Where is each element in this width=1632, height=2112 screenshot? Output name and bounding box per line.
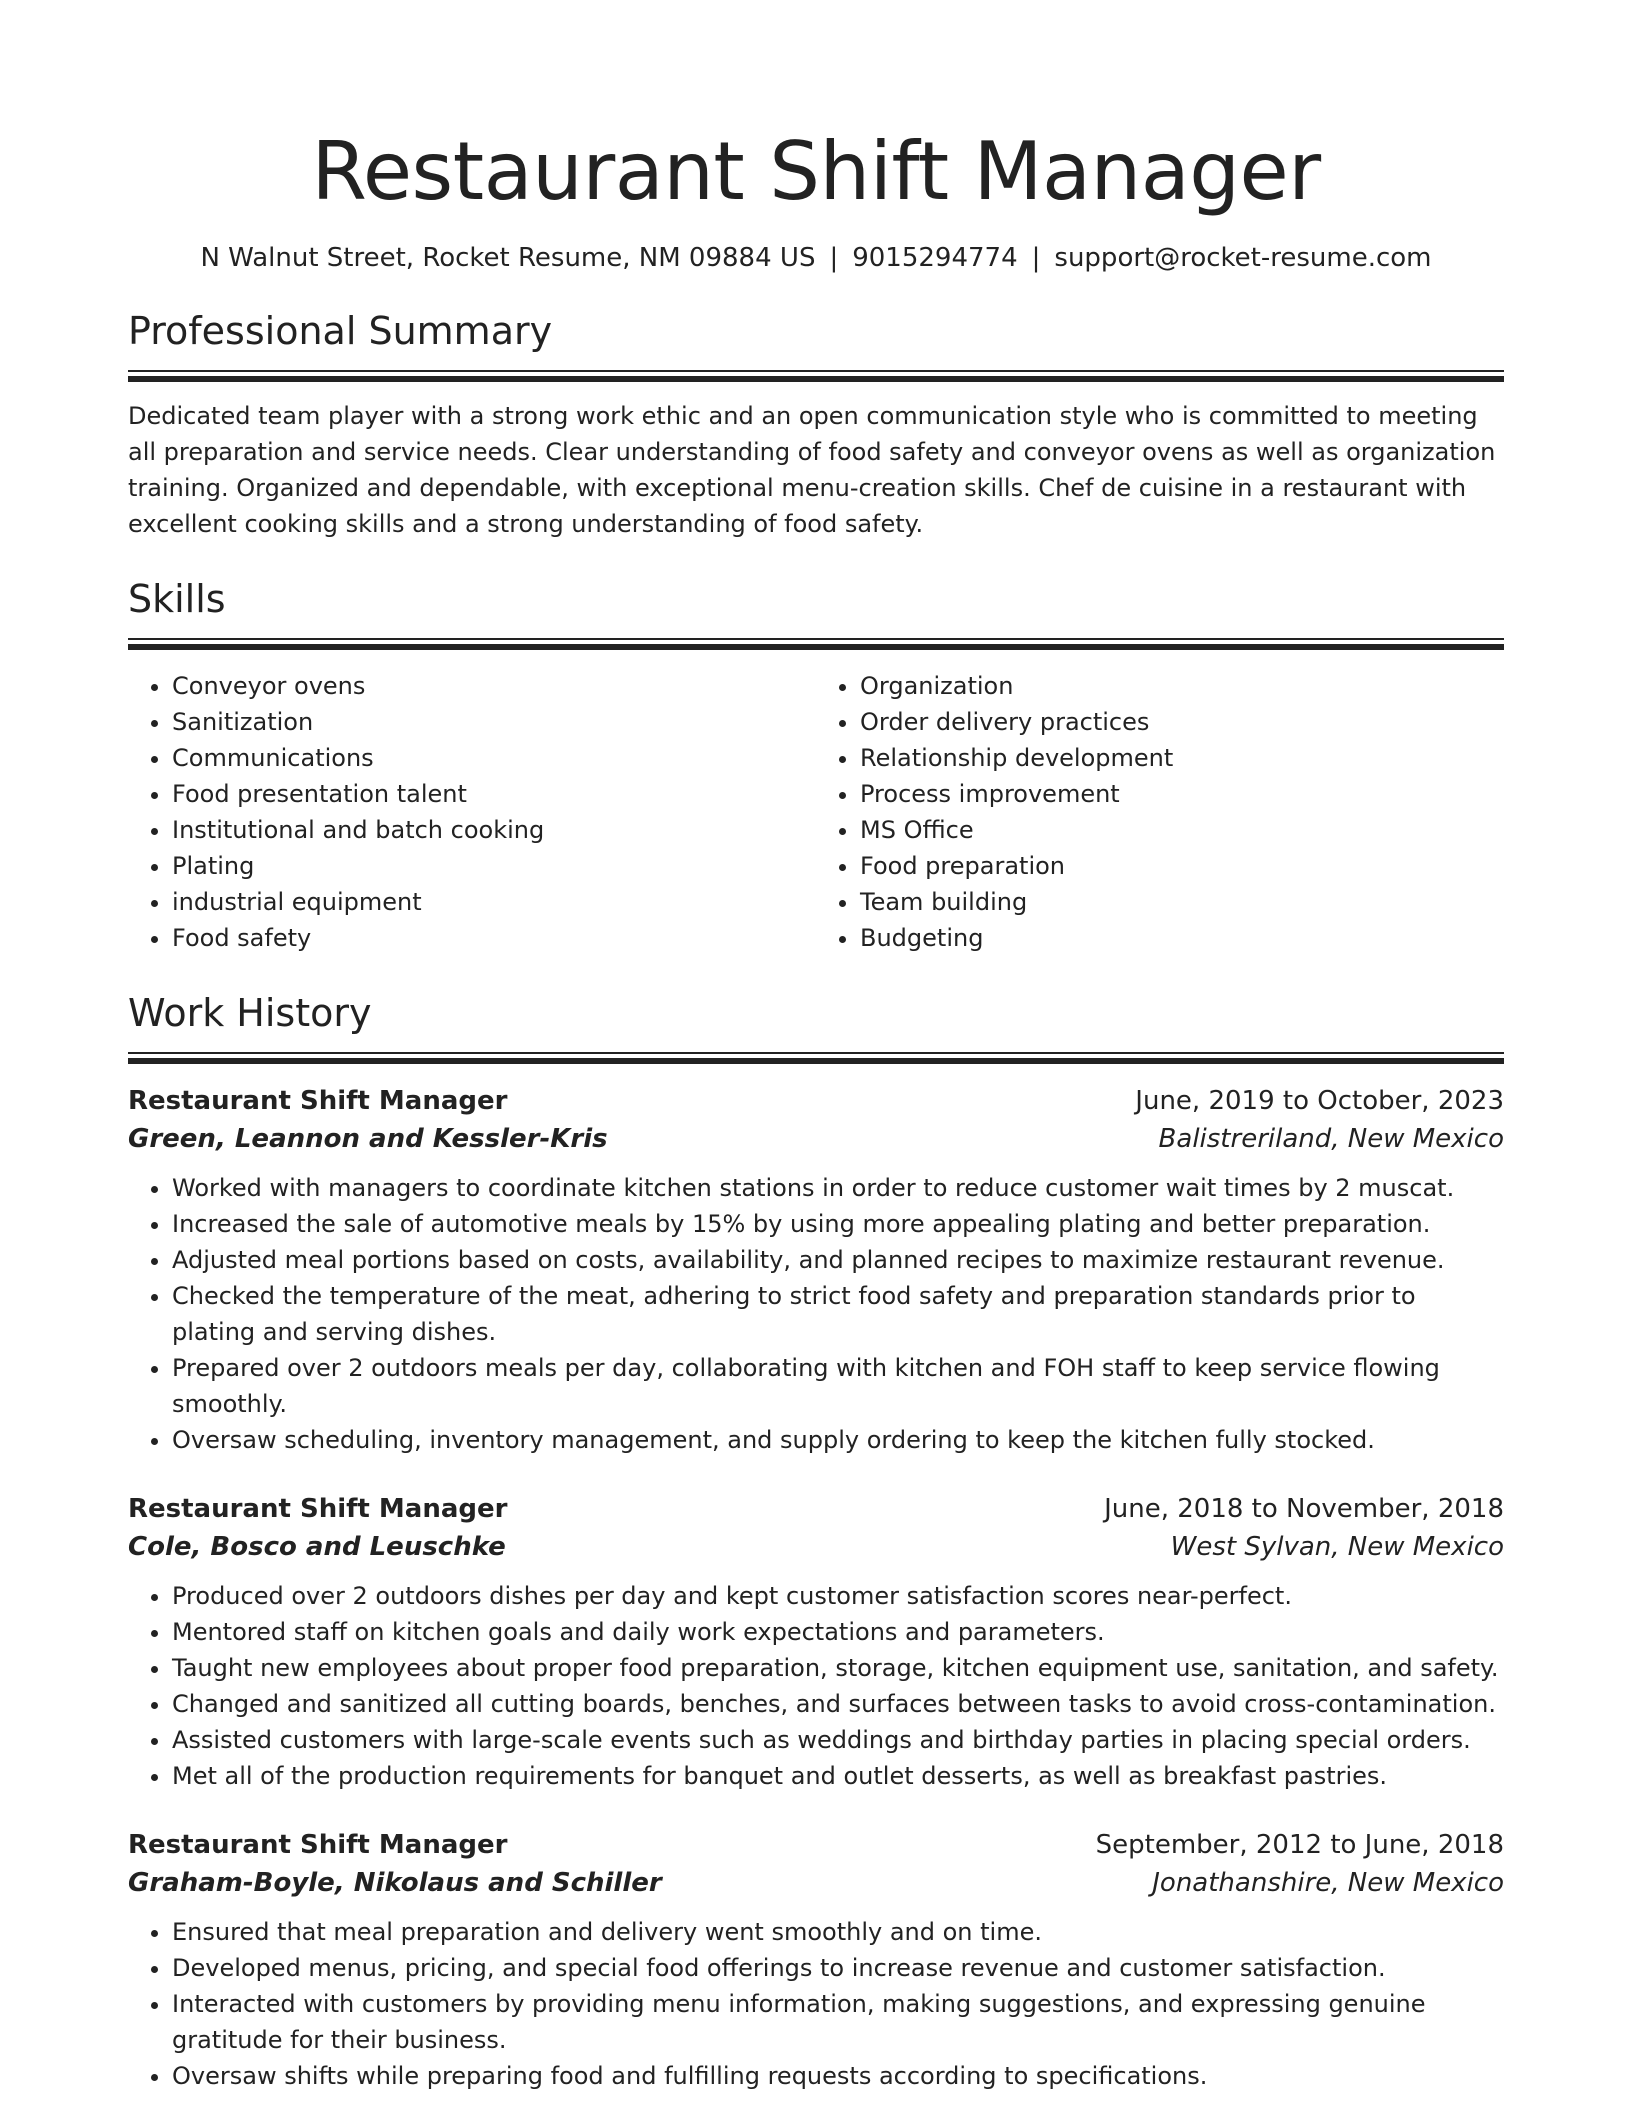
job-entry xyxy=(128,1490,1504,1794)
job-bullets xyxy=(128,1170,1504,1458)
skill-item: • Sanitization xyxy=(172,704,816,740)
skills-list-left xyxy=(128,668,816,956)
job-bullet: • Increased the sale of automotive meals by 15% by using more appealing plating and better preparation. xyxy=(172,1206,1504,1242)
job-bullet: • Worked with managers to coordinate kitchen stations in order to reduce customer wait times by 2 muscat. xyxy=(172,1170,1504,1206)
summary-text: Dedicated team player with a strong work ethic and an open communication style who is committed to meeting all preparation and service needs. Clear understanding of food safety and conveyor ovens as well as organization training. Organized and dependable, with exceptional menu-creation skills. Chef de cuisine in a restaurant with excellent cooking skills and a strong understanding of food safety. xyxy=(128,402,1496,538)
section-divider xyxy=(128,370,1504,382)
job-title: Restaurant Shift Manager xyxy=(128,1494,508,1524)
job-header-row xyxy=(128,1826,1504,1864)
job-company-row xyxy=(128,1120,1504,1158)
skill-item: • Food preparation xyxy=(860,848,1504,884)
section-divider xyxy=(128,1052,1504,1064)
job-company-row xyxy=(128,1528,1504,1566)
skill-item: • Plating xyxy=(172,848,816,884)
job-header-row xyxy=(128,1082,1504,1120)
job-entry xyxy=(128,1082,1504,1458)
skill-item: • Relationship development xyxy=(860,740,1504,776)
job-company: Green, Leannon and Kessler-Kris xyxy=(128,1124,608,1154)
section-title-work-history: Work History xyxy=(128,991,372,1035)
skill-item: • Team building xyxy=(860,884,1504,920)
job-bullet: • Taught new employees about proper food preparation, storage, kitchen equipment use, sanitation, and safety. xyxy=(172,1650,1504,1686)
skills-list-right xyxy=(816,668,1504,956)
professional-summary-section xyxy=(128,308,1504,542)
contact-phone: 9015294774 xyxy=(852,243,1018,273)
contact-address: N Walnut Street, Rocket Resume, NM 09884 US xyxy=(200,243,816,273)
job-bullet: • Adjusted meal portions based on costs, availability, and planned recipes to maximize restaurant revenue. xyxy=(172,1242,1504,1278)
job-dates: June, 2019 to October, 2023 xyxy=(1135,1086,1504,1116)
job-title: Restaurant Shift Manager xyxy=(128,1830,508,1860)
section-title-skills: Skills xyxy=(128,577,226,621)
skills-columns xyxy=(128,668,1504,956)
skill-item: • Order delivery practices xyxy=(860,704,1504,740)
job-location: West Sylvan, New Mexico xyxy=(1170,1532,1504,1562)
skill-item: • industrial equipment xyxy=(172,884,816,920)
job-bullet: • Produced over 2 outdoors dishes per day and kept customer satisfaction scores near-perfect. xyxy=(172,1578,1504,1614)
section-title-summary: Professional Summary xyxy=(128,309,553,353)
job-bullet: • Mentored staff on kitchen goals and daily work expectations and parameters. xyxy=(172,1614,1504,1650)
job-company-row xyxy=(128,1864,1504,1902)
work-history-section xyxy=(128,990,1504,2094)
job-location: Balistreriland, New Mexico xyxy=(1158,1124,1504,1154)
candidate-name: Restaurant Shift Manager xyxy=(311,125,1321,218)
skills-section xyxy=(128,576,1504,956)
skill-item: • Institutional and batch cooking xyxy=(172,812,816,848)
job-dates: June, 2018 to November, 2018 xyxy=(1104,1494,1504,1524)
job-bullet: • Oversaw shifts while preparing food and fulfilling requests according to specifications. xyxy=(172,2058,1504,2094)
job-bullet: • Assisted customers with large-scale events such as weddings and birthday parties in placing special orders. xyxy=(172,1722,1504,1758)
skill-item: • Process improvement xyxy=(860,776,1504,812)
skill-item: • Organization xyxy=(860,668,1504,704)
job-bullet: • Met all of the production requirements for banquet and outlet desserts, as well as breakfast pastries. xyxy=(172,1758,1504,1794)
job-title: Restaurant Shift Manager xyxy=(128,1086,508,1116)
skill-item: • Food safety xyxy=(172,920,816,956)
job-company: Graham-Boyle, Nikolaus and Schiller xyxy=(128,1868,662,1898)
contact-line xyxy=(128,242,1504,274)
job-bullet: • Prepared over 2 outdoors meals per day, collaborating with kitchen and FOH staff to keep service flowing smoothly. xyxy=(172,1350,1504,1422)
job-bullet: • Oversaw scheduling, inventory management, and supply ordering to keep the kitchen fully stocked. xyxy=(172,1422,1504,1458)
section-divider xyxy=(128,638,1504,650)
skill-item: • MS Office xyxy=(860,812,1504,848)
job-bullet: • Changed and sanitized all cutting boards, benches, and surfaces between tasks to avoid cross-contamination. xyxy=(172,1686,1504,1722)
skill-item: • Communications xyxy=(172,740,816,776)
job-bullet: • Ensured that meal preparation and delivery went smoothly and on time. xyxy=(172,1914,1504,1950)
contact-separator: | xyxy=(1031,243,1041,273)
job-bullets xyxy=(128,1914,1504,2094)
job-bullet: • Developed menus, pricing, and special food offerings to increase revenue and customer satisfaction. xyxy=(172,1950,1504,1986)
contact-separator: | xyxy=(829,243,839,273)
skill-item: • Conveyor ovens xyxy=(172,668,816,704)
job-dates: September, 2012 to June, 2018 xyxy=(1095,1830,1504,1860)
resume-page xyxy=(128,0,1504,2094)
skill-item: • Budgeting xyxy=(860,920,1504,956)
contact-email: support@rocket-resume.com xyxy=(1054,243,1432,273)
job-bullets xyxy=(128,1578,1504,1794)
job-bullet: • Interacted with customers by providing menu information, making suggestions, and expressing genuine gratitude for their business. xyxy=(172,1986,1504,2058)
job-entry xyxy=(128,1826,1504,2094)
job-location: Jonathanshire, New Mexico xyxy=(1152,1868,1504,1898)
job-bullet: • Checked the temperature of the meat, adhering to strict food safety and preparation standards prior to plating and serving dishes. xyxy=(172,1278,1504,1350)
job-company: Cole, Bosco and Leuschke xyxy=(128,1532,506,1562)
skill-item: • Food presentation talent xyxy=(172,776,816,812)
job-header-row xyxy=(128,1490,1504,1528)
